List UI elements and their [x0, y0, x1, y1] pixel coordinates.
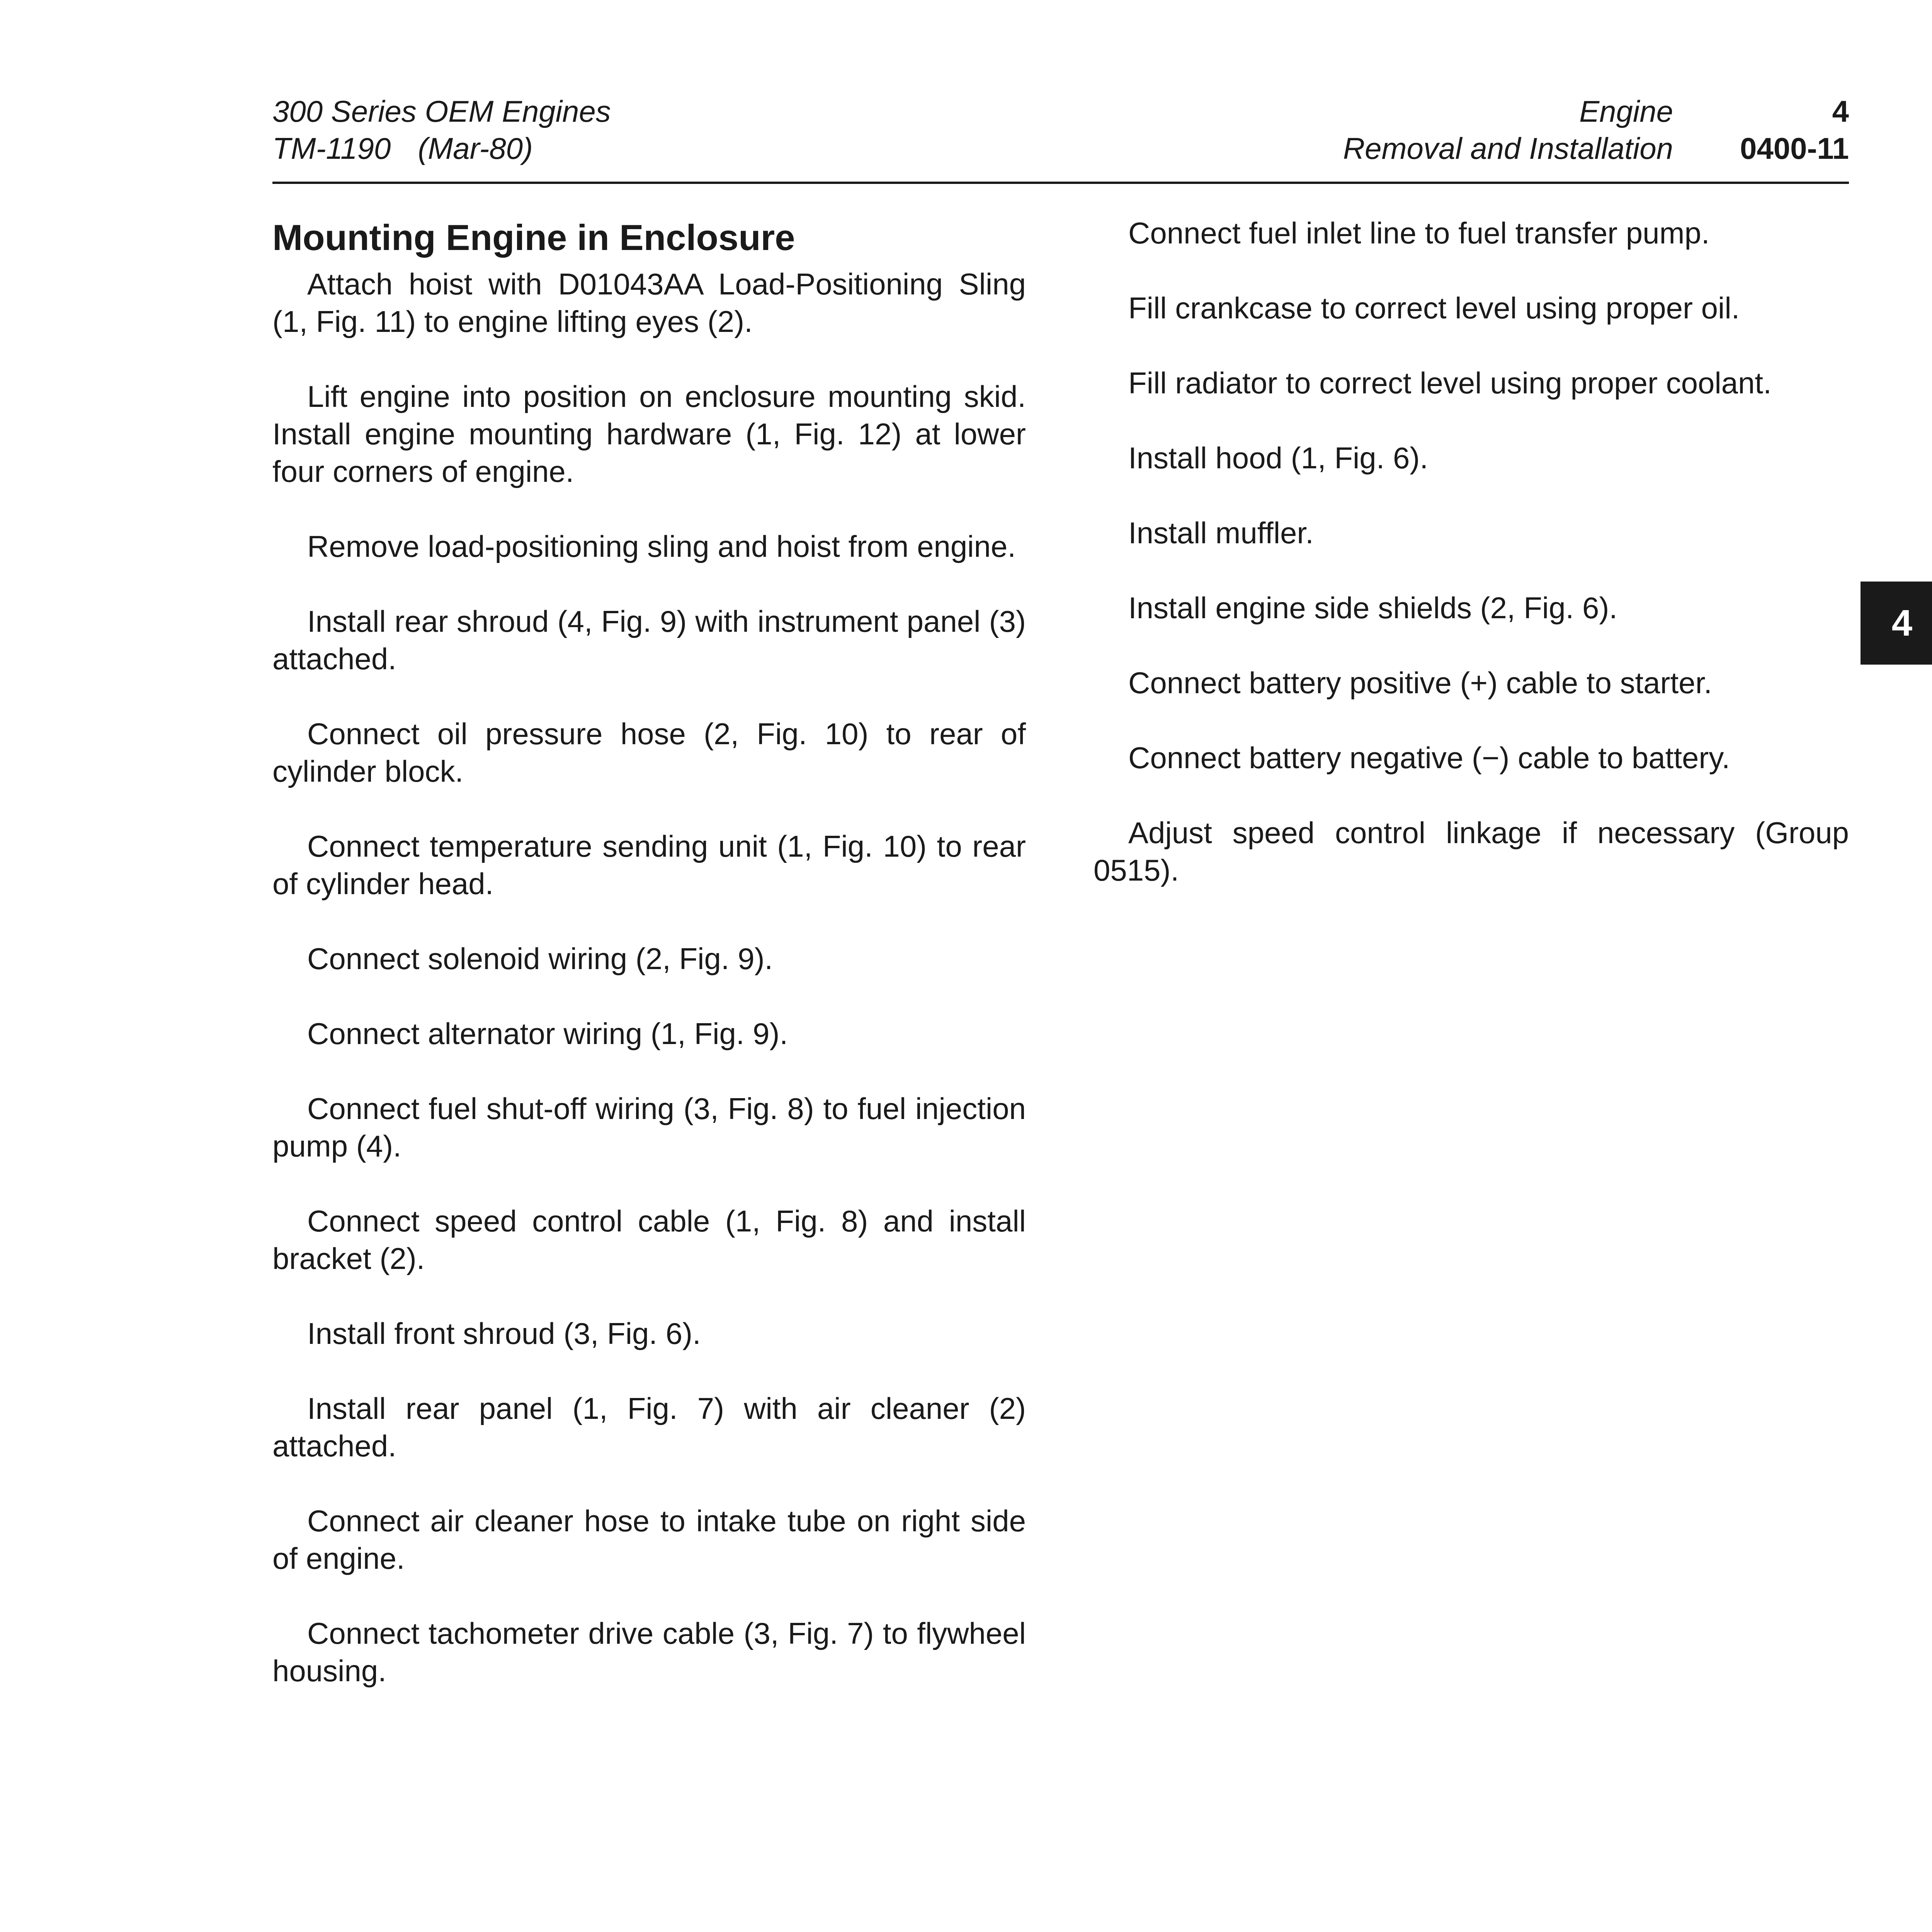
- instruction-paragraph: Connect fuel shut-off wiring (3, Fig. 8) to fuel injection pump (4).: [272, 1092, 1026, 1163]
- instruction-paragraph: Remove load-positioning sling and hoist from engine.: [307, 529, 1016, 563]
- manual-number: TM-1190: [272, 131, 391, 165]
- section-tab-marker: 4: [1861, 582, 1932, 665]
- manual-date: (Mar-80): [418, 131, 533, 165]
- instruction-paragraph: Connect oil pressure hose (2, Fig. 10) to rear of cylinder block.: [272, 717, 1026, 788]
- manual-title: 300 Series OEM Engines: [272, 94, 611, 128]
- section-number: 4: [1832, 94, 1849, 128]
- instruction-paragraph: Attach hoist with D01043AA Load-Positioning Sling (1, Fig. 11) to engine lifting eyes (2).: [272, 267, 1026, 338]
- instruction-paragraph: Install hood (1, Fig. 6).: [1128, 441, 1429, 475]
- instruction-paragraph: Connect temperature sending unit (1, Fig. 10) to rear of cylinder head.: [272, 829, 1026, 901]
- instruction-paragraph: Fill radiator to correct level using proper coolant.: [1128, 366, 1772, 400]
- instruction-paragraph: Install engine side shields (2, Fig. 6).: [1128, 591, 1617, 625]
- instruction-paragraph: Install front shroud (3, Fig. 6).: [307, 1316, 701, 1350]
- section-heading: Mounting Engine in Enclosure: [272, 217, 795, 258]
- instruction-paragraph: Connect alternator wiring (1, Fig. 9).: [307, 1017, 788, 1051]
- manual-id: [272, 130, 533, 167]
- instruction-paragraph: Install rear panel (1, Fig. 7) with air cleaner (2) attached.: [272, 1391, 1026, 1463]
- instruction-paragraph: Connect solenoid wiring (2, Fig. 9).: [307, 942, 773, 976]
- instruction-paragraph: Install muffler.: [1128, 516, 1314, 550]
- instruction-paragraph: Adjust speed control linkage if necessary (Group 0515).: [1094, 816, 1849, 887]
- instruction-paragraph: Fill crankcase to correct level using proper oil.: [1128, 291, 1740, 325]
- chapter-title: Engine: [1579, 94, 1673, 128]
- right-column: [1094, 214, 1849, 927]
- chapter-subtitle: Removal and Installation: [1343, 131, 1673, 165]
- instruction-paragraph: Connect speed control cable (1, Fig. 8) and install bracket (2).: [272, 1204, 1026, 1276]
- page-header: [272, 93, 1849, 184]
- instruction-paragraph: Lift engine into position on enclosure mounting skid. Install engine mounting hardware (1, Fig. 12) at lower four corners of engine.: [272, 379, 1026, 488]
- instruction-paragraph: Connect fuel inlet line to fuel transfer pump.: [1128, 216, 1710, 250]
- instruction-paragraph: Connect tachometer drive cable (3, Fig. 7) to flywheel housing.: [272, 1616, 1026, 1688]
- instruction-paragraph: Connect air cleaner hose to intake tube on right side of engine.: [272, 1504, 1026, 1575]
- instruction-paragraph: Connect battery positive (+) cable to starter.: [1128, 666, 1712, 700]
- page-number: 0400-11: [1740, 131, 1849, 165]
- instruction-paragraph: Connect battery negative (−) cable to battery.: [1128, 741, 1730, 775]
- instruction-paragraph: Install rear shroud (4, Fig. 9) with instrument panel (3) attached.: [272, 604, 1026, 676]
- left-column: [272, 214, 1026, 1727]
